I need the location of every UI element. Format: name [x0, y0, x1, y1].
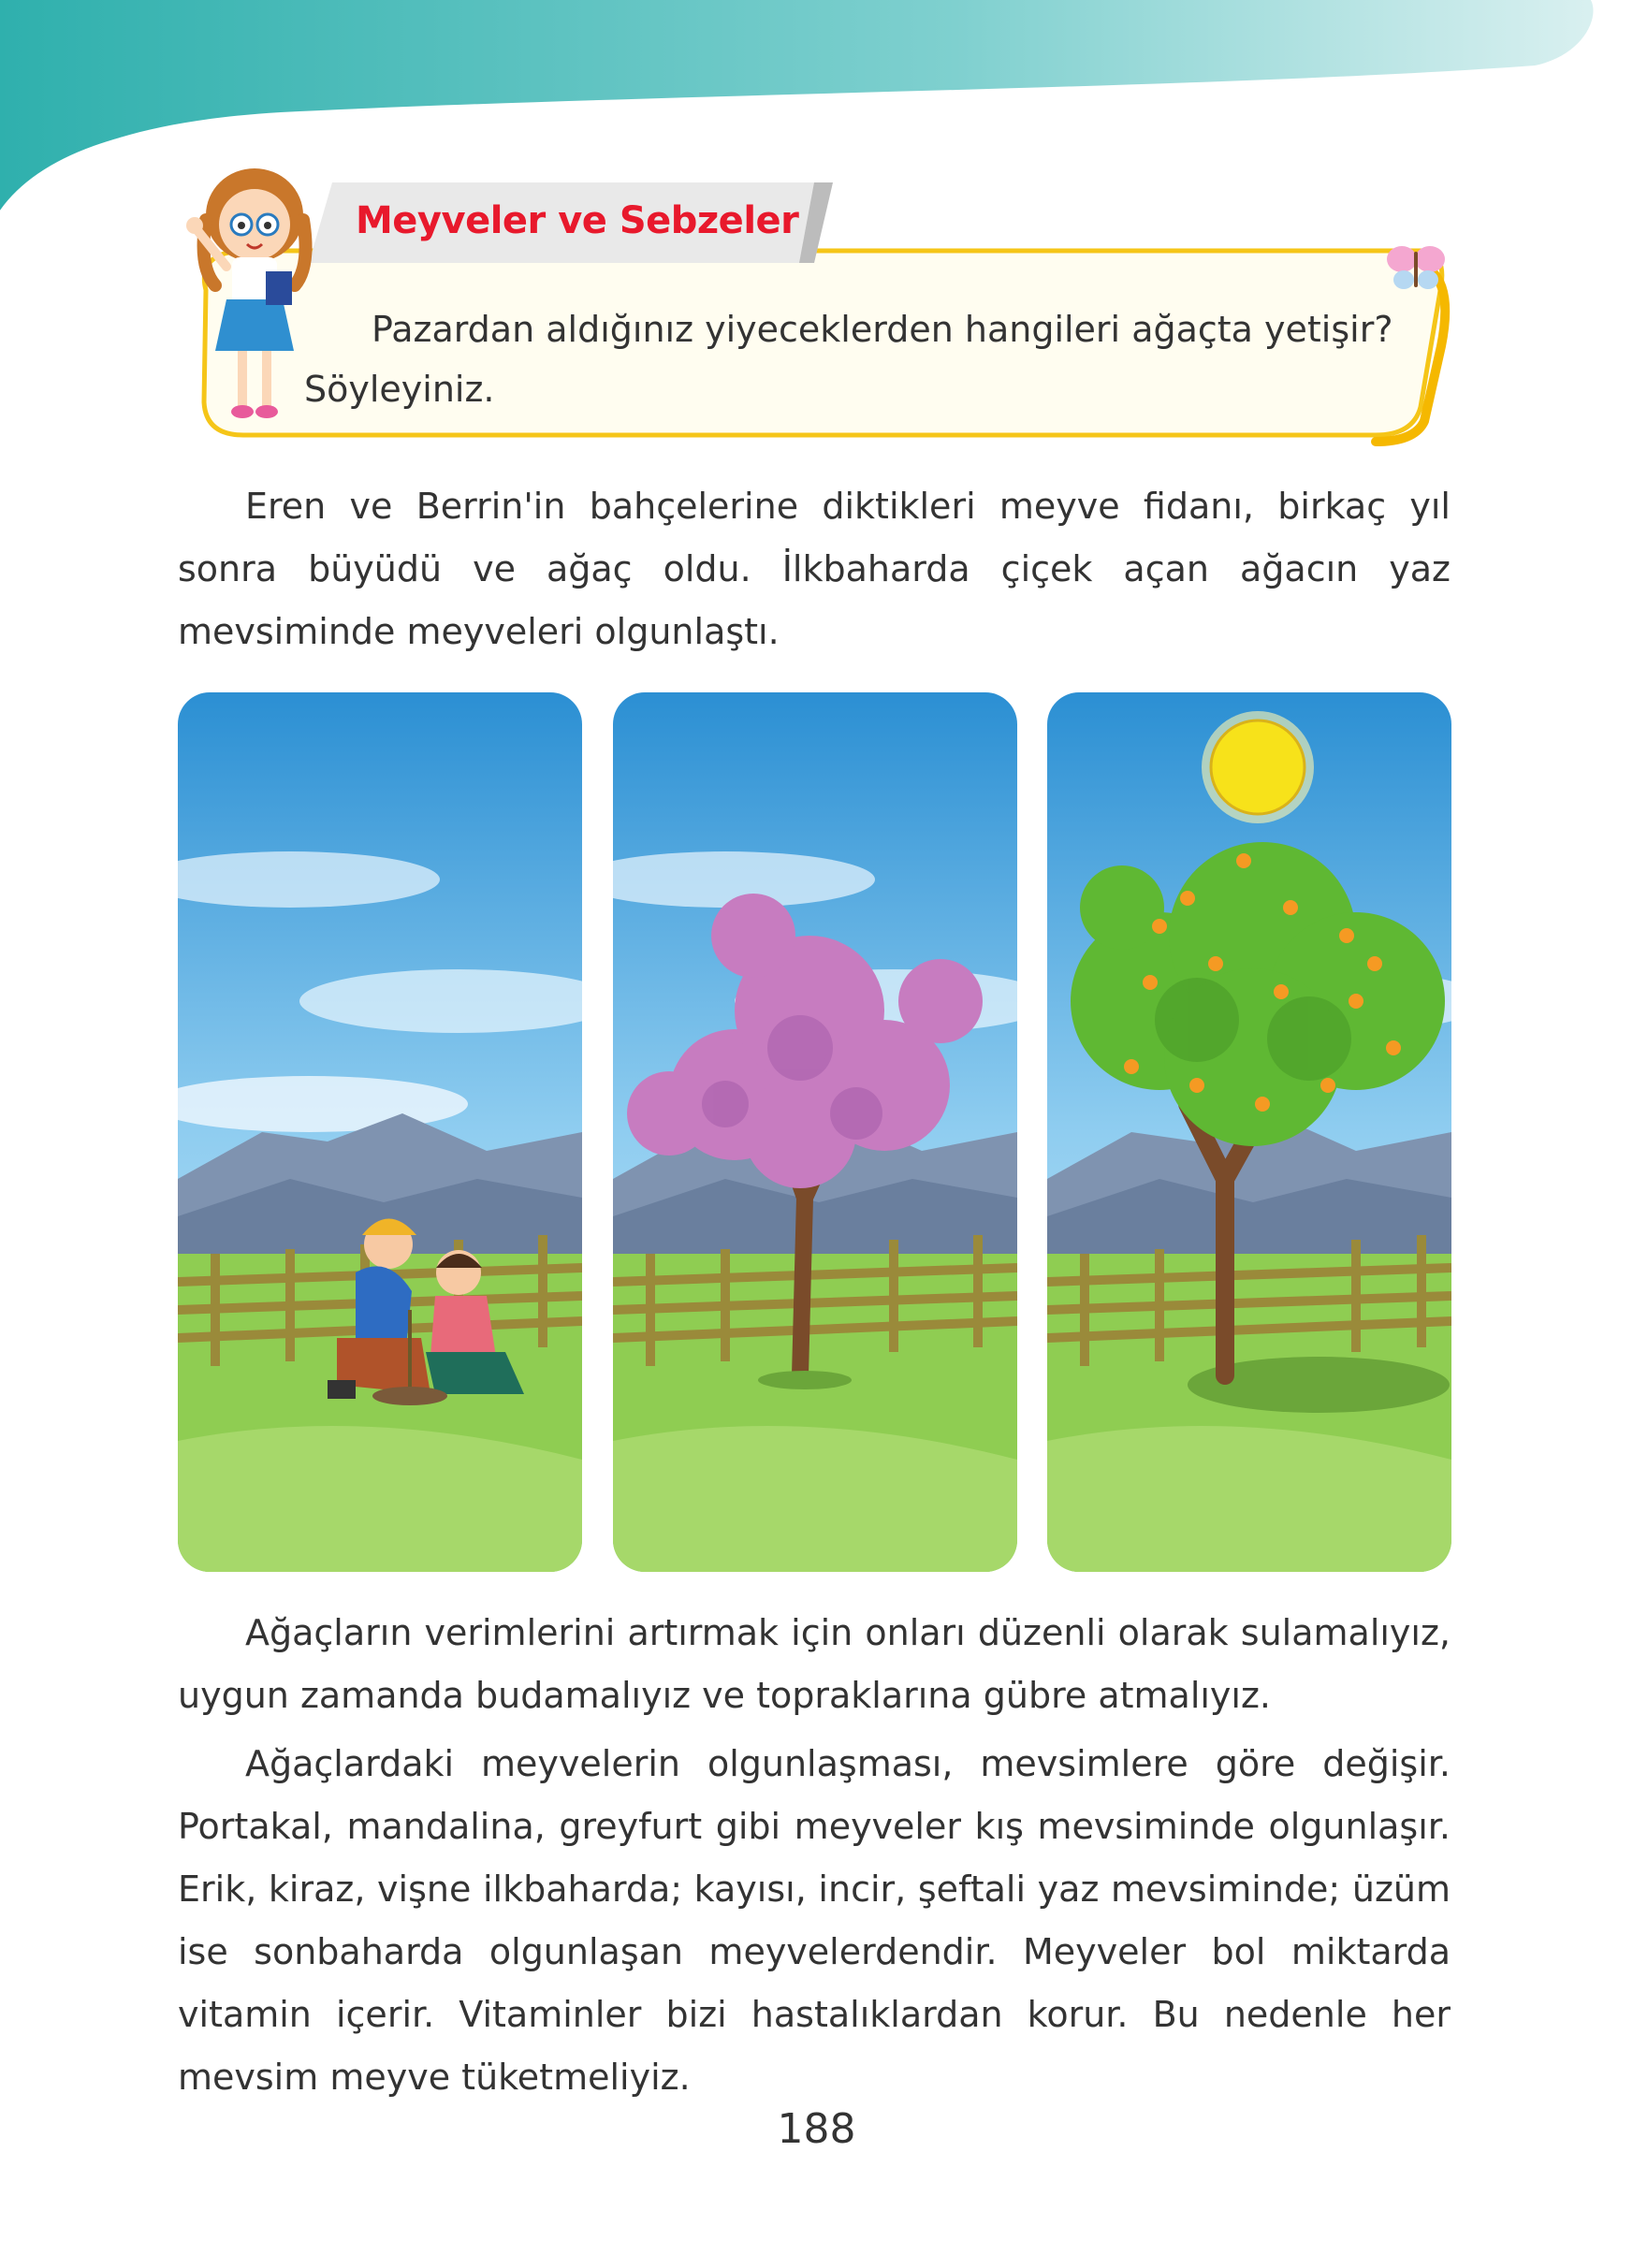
illustration-planting-sapling: [178, 692, 582, 1572]
page-number: 188: [777, 2105, 856, 2153]
paragraph-fruit-seasons: Ağaçlardaki meyvelerin olgunlaşması, mevsimlere göre değişir. Portakal, mandalina, greyfurt gibi meyveler kış mevsiminde olgunlaşır. Erik, kiraz, vişne ilkbaharda; kayısı, incir, şeftali yaz mevsiminde; üzüm ise sonbaharda olgunlaşan meyvelerdendir. Meyveler bol miktarda vitamin içerir. Vitaminler bizi hastalıklardan korur. Bu nedenle her mevsim meyve tüketmeliyiz.: [178, 1743, 1451, 2098]
page-title: Meyveler ve Sebzeler: [356, 199, 799, 242]
question-text: Pazardan aldığınız yiyeceklerden hangileri ağaçta yetişir? Söyleyiniz.: [304, 309, 1393, 410]
illustration-blossoming-tree: [613, 692, 1017, 1572]
illustration-fruit-tree: [1047, 692, 1451, 1572]
paragraph-tree-care: Ağaçların verimlerini artırmak için onları düzenli olarak sulamalıyız, uygun zamanda budamalıyız ve topraklarına gübre atmalıyız.: [178, 1612, 1451, 1716]
paragraph-intro: Eren ve Berrin'in bahçelerine diktikleri meyve fidanı, birkaç yıl sonra büyüdü ve ağaç oldu. İlkbaharda çiçek açan ağacın yaz mevsiminde meyveleri olgunlaştı.: [178, 486, 1451, 652]
butterfly-icon: [1383, 239, 1449, 295]
sun-icon: [1211, 720, 1305, 814]
